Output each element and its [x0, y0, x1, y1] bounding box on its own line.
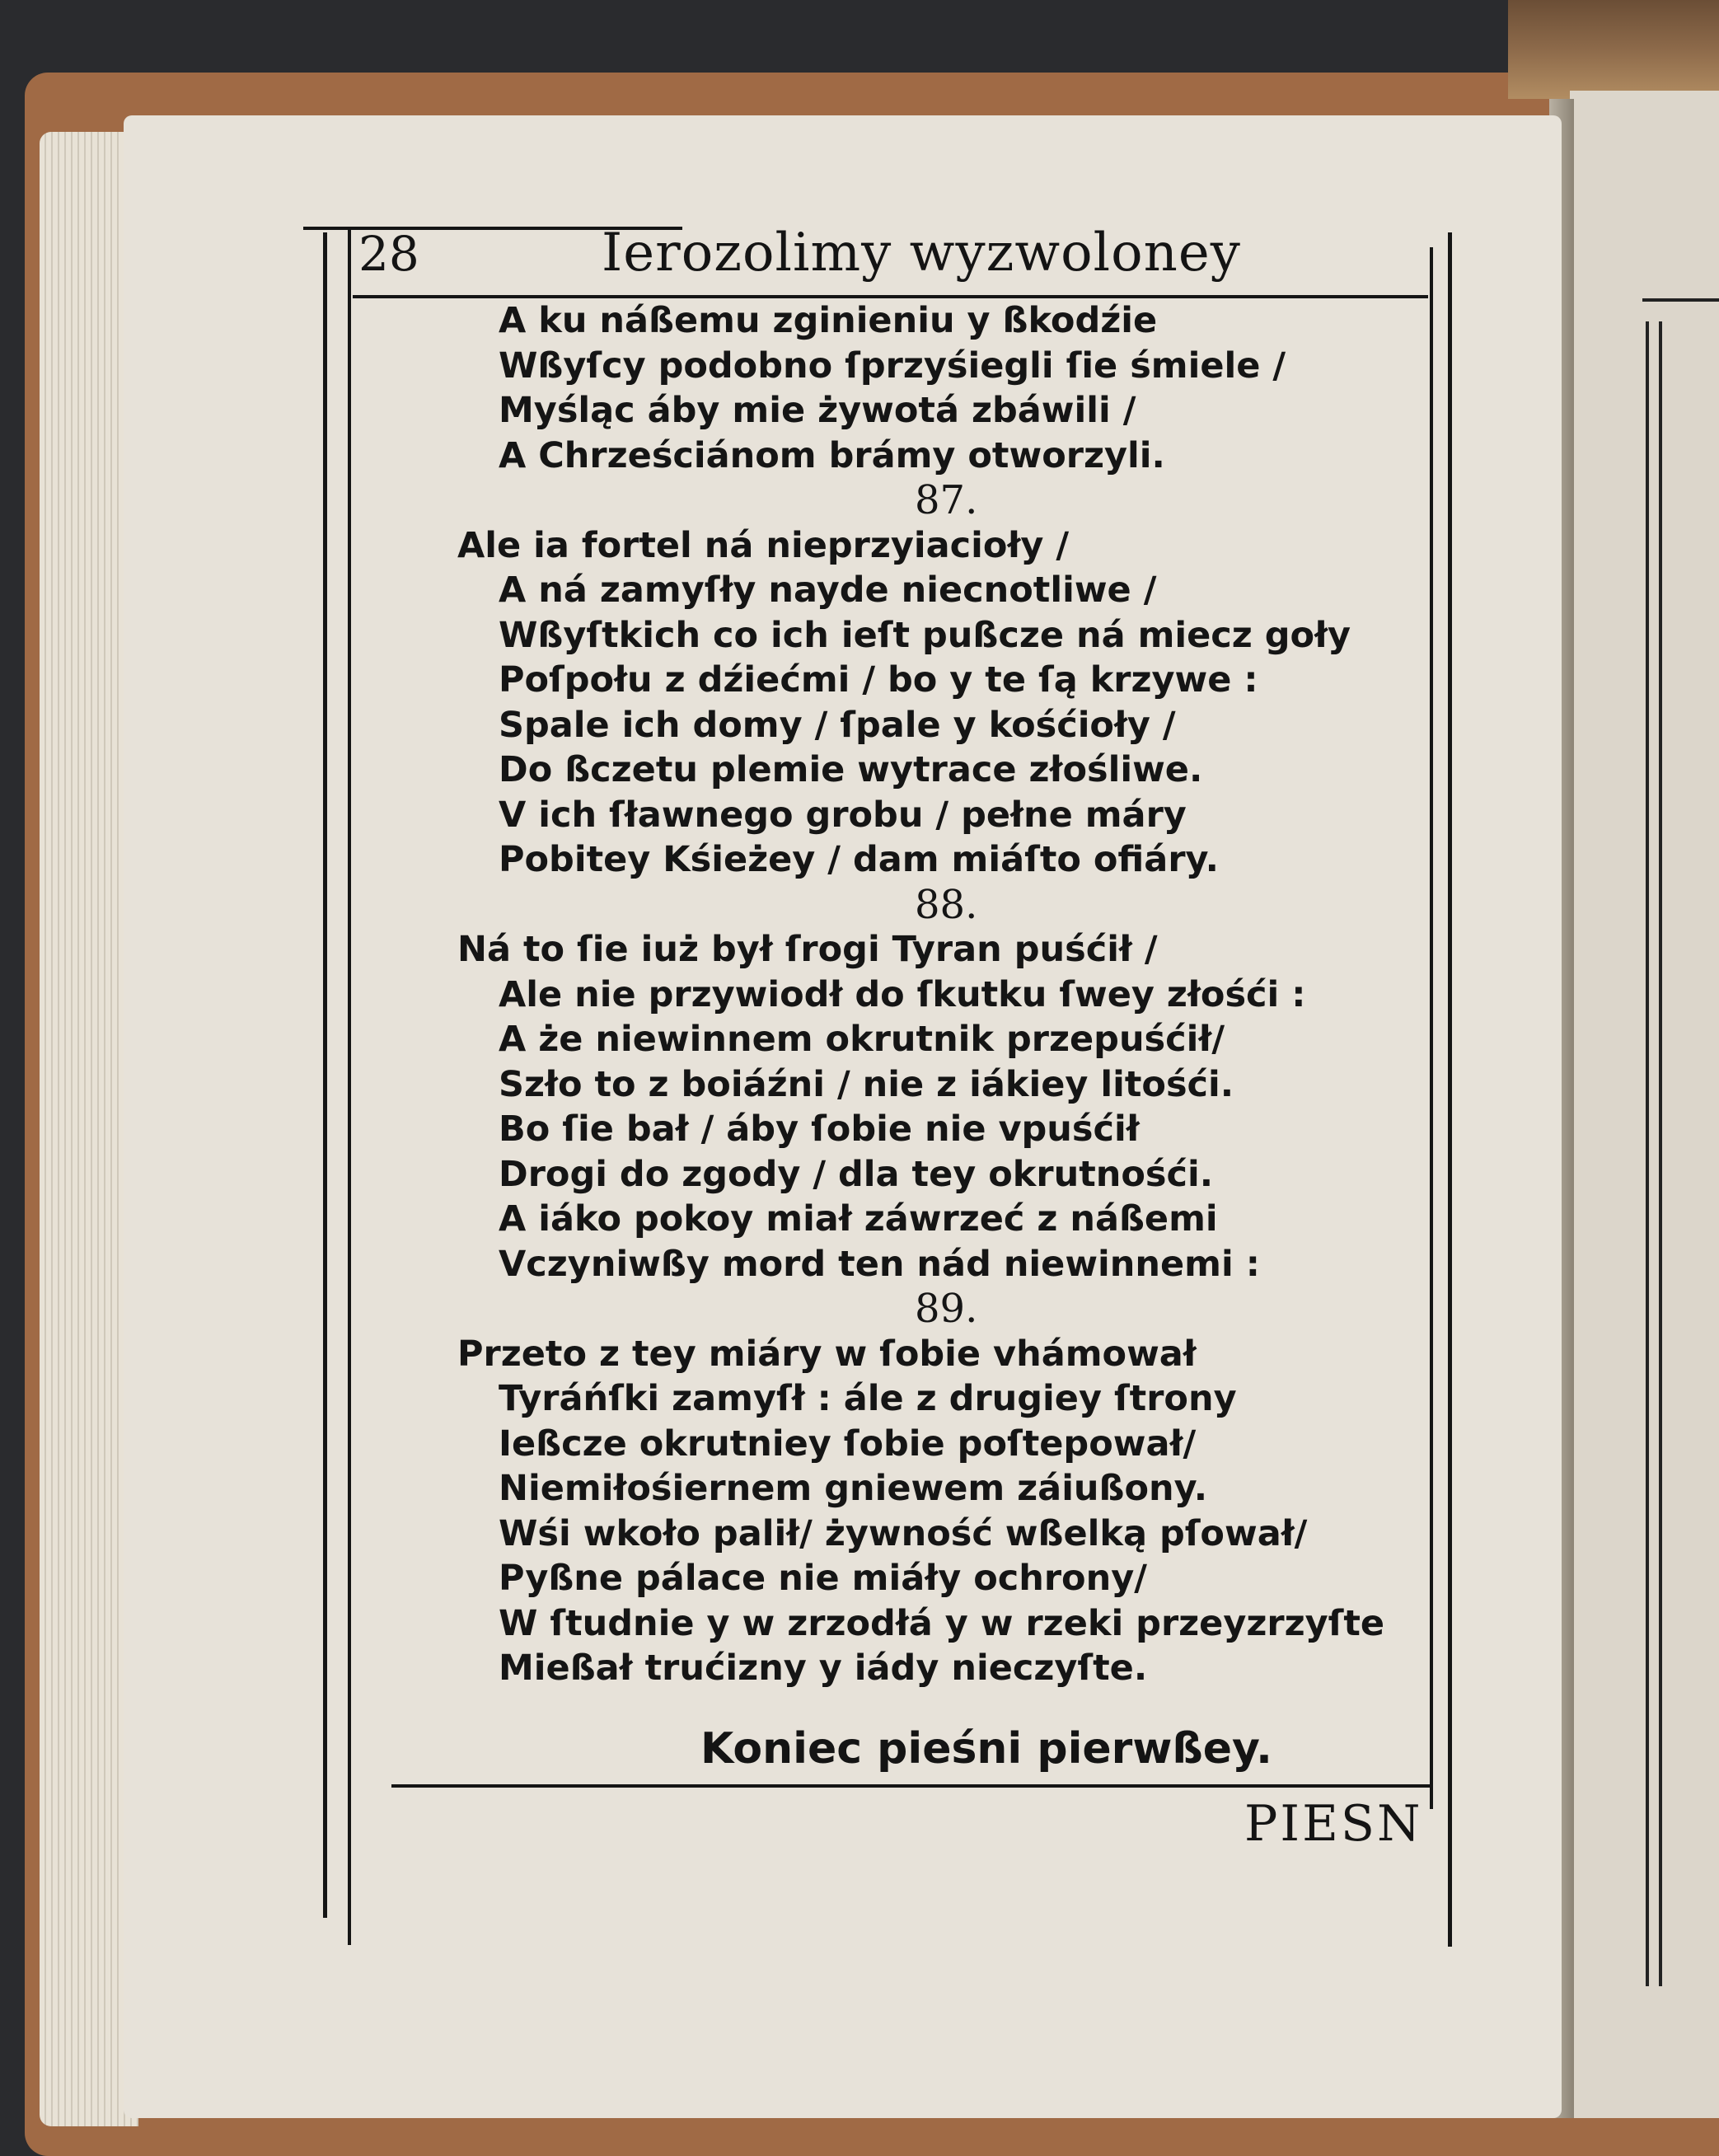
explicit-line: Koniec pieśni pierwßey. [700, 1724, 1272, 1774]
right-page-rule [1659, 321, 1662, 1986]
verse-line: Pyßne pálace nie miáły ochrony/ [499, 1558, 1147, 1599]
verse-line: Tyráńſki zamyſł : ále z drugiey ſtrony [499, 1378, 1237, 1419]
frame-rule-left-inner [348, 227, 351, 1945]
verse-line: Drogi do zgody / dla tey okrutnośći. [499, 1153, 1214, 1195]
verse-line: A ku náßemu zginieniu y ßkodźie [499, 300, 1158, 341]
verse-line: Pobitey Kśieżey / dam miáſto ofiáry. [499, 839, 1219, 880]
page-header [358, 216, 1454, 298]
frame-rule-right-inner [1430, 247, 1433, 1809]
stanza-number: 89. [915, 1286, 978, 1332]
verse-line: Vczyniwßy mord ten nád niewinnemi : [499, 1243, 1260, 1285]
running-title: Ierozolimy wyzwoloney [602, 223, 1241, 284]
verse-line: V ich ſławnego grobu / pełne máry [499, 794, 1187, 836]
verse-line: Wßyſcy podobno ſprzyśiegli ſie śmiele / [499, 344, 1286, 387]
book-spine [1508, 0, 1719, 99]
verse-line: Ießcze okrutniey ſobie poſtepował/ [499, 1422, 1197, 1465]
right-page-rule [1646, 321, 1649, 1986]
verse-line: Niemiłośiernem gniewem záiußony. [499, 1468, 1208, 1509]
stanza [457, 1332, 1413, 1691]
verse-line: Szło to z boiáźni / nie z iákiey litośći. [499, 1063, 1234, 1105]
verse-line: A iáko pokoy miał záwrzeć z náßemi [499, 1198, 1218, 1240]
stanza-number: 88. [915, 881, 978, 928]
page-number: 28 [358, 226, 419, 282]
frame-rule-right-outer [1448, 232, 1452, 1947]
stanza [457, 523, 1413, 883]
right-page-rule [1642, 298, 1719, 302]
verse-line: W ſtudnie y w zrzodłá y w rzeki przeyzrzyſte [499, 1602, 1385, 1644]
verse-line: Ale nie przywiodł do ſkutku ſwey złośći : [499, 973, 1306, 1015]
verse-line: Przeto z tey miáry w ſobie vhámował [457, 1333, 1197, 1375]
verse-line: Ale ia fortel ná nieprzyiacioły / [457, 524, 1070, 566]
verse-line: Ná to ſie iuż był ſrogi Tyran puśćił / [457, 929, 1158, 970]
verse-line: A że niewinnem okrutnik przepuśćił/ [499, 1019, 1225, 1060]
verse-line: Myśląc áby mie żywotá zbáwili / [499, 390, 1136, 431]
verse-line: Bo ſie bał / áby ſobie nie vpuśćił [499, 1108, 1140, 1150]
verse-line: Mießał trućizny y iády nieczyſte. [499, 1647, 1148, 1689]
verse-line: Poſpołu z dźiećmi / bo y te ſą krzywe : [499, 659, 1258, 701]
right-page [1570, 91, 1719, 2118]
verse-line: Do ßczetu plemie wytrace złośliwe. [499, 749, 1203, 790]
poem-text [457, 298, 1413, 1691]
verse-line: A Chrześciánom brámy otworzyli. [499, 434, 1165, 476]
verse-line: Spale ich domy / ſpale y kośćioły / [499, 704, 1176, 746]
stanza [499, 298, 1413, 478]
verse-line: A ná zamyſły nayde niecnotliwe / [499, 569, 1157, 611]
stanza-number: 87. [915, 477, 978, 523]
footer-rule [391, 1784, 1431, 1788]
verse-line: Wßyſtkich co ich ieſt pußcze ná miecz goły [499, 614, 1351, 656]
stanza [457, 927, 1413, 1287]
catchword: PIESN [1244, 1795, 1423, 1853]
frame-rule-left-outer [323, 232, 327, 1918]
verse-line: Wśi wkoło palił/ żywność wßelką pſował/ [499, 1512, 1308, 1554]
